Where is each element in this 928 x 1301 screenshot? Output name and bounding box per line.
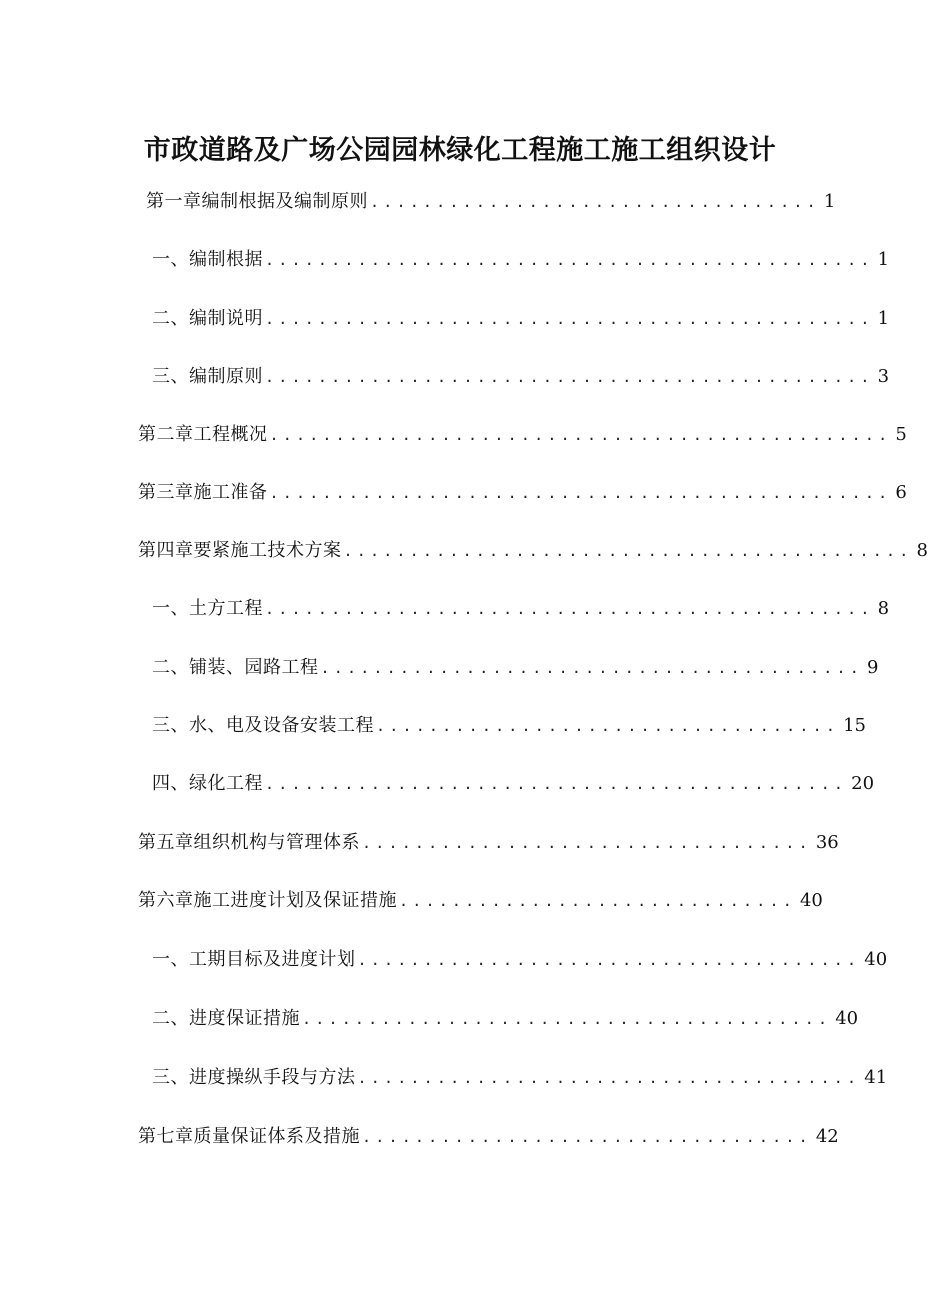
toc-entry-section[interactable] xyxy=(152,595,890,623)
toc-entry-label: 四、绿化工程 xyxy=(152,773,263,794)
toc-page-number: 40 xyxy=(835,1008,859,1029)
toc-page-number: 1 xyxy=(823,191,836,212)
toc-page-number: 36 xyxy=(815,832,839,853)
toc-entry-chapter-3[interactable] xyxy=(138,479,907,507)
toc-page-number: 8 xyxy=(916,540,928,561)
toc-page-number: 40 xyxy=(799,890,823,911)
toc-dot-leader: ................................... xyxy=(376,717,840,735)
toc-page-number: 15 xyxy=(843,715,866,736)
toc-dot-leader: .............................................. xyxy=(265,310,874,328)
toc-dot-leader: ......................................... xyxy=(320,659,863,677)
toc-page-number: 41 xyxy=(864,1067,888,1088)
toc-entry-label: 第一章编制根据及编制原则 xyxy=(146,191,368,212)
toc-entry-label: 第二章工程概况 xyxy=(138,424,268,445)
toc-entry-chapter-5[interactable] xyxy=(138,829,839,857)
toc-entry-chapter-2[interactable] xyxy=(138,421,907,449)
document-title: 市政道路及广场公园园林绿化工程施工施工组织设计 xyxy=(143,135,777,166)
toc-entry-label: 第四章要紧施工技术方案 xyxy=(138,540,342,561)
toc-entry-section[interactable] xyxy=(152,654,879,682)
toc-entry-section[interactable] xyxy=(152,363,890,391)
toc-page-number: 42 xyxy=(815,1126,839,1147)
toc-page-number: 3 xyxy=(877,366,890,387)
toc-entry-chapter-6[interactable] xyxy=(138,887,823,915)
toc-entry-section[interactable] xyxy=(152,305,890,333)
toc-dot-leader: ............................................ xyxy=(265,775,848,793)
toc-dot-leader: .............................. xyxy=(399,892,796,910)
toc-page-number: 5 xyxy=(895,424,907,445)
toc-dot-leader: ........................................ xyxy=(302,1010,832,1028)
toc-entry-section[interactable] xyxy=(152,1064,888,1092)
toc-entry-label: 二、进度保证措施 xyxy=(152,1008,300,1029)
toc-entry-label: 三、编制原则 xyxy=(152,366,263,387)
toc-entry-label: 第三章施工准备 xyxy=(138,482,268,503)
toc-entry-label: 第七章质量保证体系及措施 xyxy=(138,1126,360,1147)
toc-page-number: 8 xyxy=(877,598,890,619)
toc-entry-section[interactable] xyxy=(152,770,875,798)
toc-entry-section[interactable] xyxy=(152,946,888,974)
toc-entry-label: 一、工期目标及进度计划 xyxy=(152,949,356,970)
toc-page-number: 1 xyxy=(877,308,890,329)
toc-entry-chapter-7[interactable] xyxy=(138,1123,839,1151)
toc-dot-leader: ...................................... xyxy=(357,1069,861,1087)
toc-entry-label: 二、铺装、园路工程 xyxy=(152,657,319,678)
toc-page-number: 20 xyxy=(851,773,875,794)
toc-page-number: 40 xyxy=(864,949,888,970)
toc-page-number: 1 xyxy=(877,249,890,270)
toc-page-number: 6 xyxy=(895,482,907,503)
toc-page-number: 9 xyxy=(866,657,879,678)
toc-dot-leader: ........................................... xyxy=(343,542,913,560)
toc-entry-section[interactable] xyxy=(152,712,866,740)
toc-dot-leader: .................................. xyxy=(362,1128,812,1146)
toc-dot-leader: .................................. xyxy=(362,834,812,852)
toc-entry-label: 三、进度操纵手段与方法 xyxy=(152,1067,356,1088)
toc-dot-leader: .............................................. xyxy=(265,600,874,618)
toc-dot-leader: ...................................... xyxy=(357,951,861,969)
toc-entry-section[interactable] xyxy=(152,1005,859,1033)
toc-entry-label: 三、水、电及设备安装工程 xyxy=(152,715,374,736)
toc-entry-section[interactable] xyxy=(152,246,890,274)
toc-dot-leader: .............................................. xyxy=(265,368,874,386)
toc-dot-leader: ............................................... xyxy=(269,426,892,444)
toc-dot-leader: .................................. xyxy=(370,193,820,211)
toc-entry-label: 一、编制根据 xyxy=(152,249,263,270)
toc-dot-leader: ............................................... xyxy=(269,484,892,502)
toc-entry-label: 二、编制说明 xyxy=(152,308,263,329)
toc-dot-leader: .............................................. xyxy=(265,251,874,269)
toc-entry-label: 第六章施工进度计划及保证措施 xyxy=(138,890,397,911)
toc-entry-chapter-4[interactable] xyxy=(138,537,928,565)
toc-entry-label: 第五章组织机构与管理体系 xyxy=(138,832,360,853)
toc-entry-chapter-1[interactable] xyxy=(146,188,836,216)
toc-entry-label: 一、土方工程 xyxy=(152,598,263,619)
